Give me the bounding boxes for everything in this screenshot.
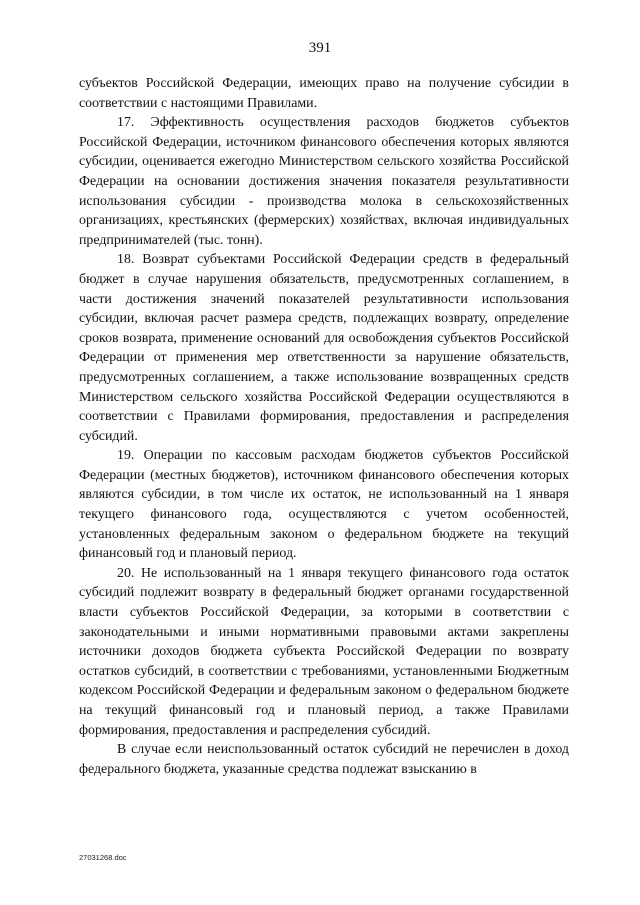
paragraph-20: 20. Не использованный на 1 января текущего финансового года остаток субсидий подлежит возврату в федеральный бюджет органами государственной власти субъектов Российской Федерации, за которыми в соответствии с законодательными и иными нормативными правовыми актами закреплены источники доходов бюджета субъекта Российской Федерации по возврату остатков субсидий, в соответствии с требованиями, установленными Бюджетным кодексом Российской Федерации и федеральным законом о федеральном бюджете на текущий финансовый год и плановый период, а также Правилами формирования, предоставления и распределения субсидий. xyxy=(79,565,569,738)
document-body xyxy=(79,74,569,779)
paragraph-17: 17. Эффективность осуществления расходов бюджетов субъектов Российской Федерации, источником финансового обеспечения которых являются субсидии, оценивается ежегодно Министерством сельского хозяйства Российской Федерации на основании достижения значения показателя результативности использования субсидии - производства молока в сельскохозяйственных организациях, крестьянских (фермерских) хозяйствах, включая индивидуальных предпринимателей (тыс. тонн). xyxy=(79,115,569,248)
paragraph-20-continued: В случае если неиспользованный остаток субсидий не перечислен в доход федерального бюджета, указанные средства подлежат взысканию в xyxy=(79,742,569,777)
paragraph-19: 19. Операции по кассовым расходам бюджетов субъектов Российской Федерации (местных бюджетов), источником финансового обеспечения которых являются субсидии, в том числе их остаток, не использованный на 1 января текущего финансового года, осуществляются с учетом особенностей, установленных федеральным законом о федеральном бюджете на текущий финансовый год и плановый период. xyxy=(79,448,569,562)
paragraph-continuation: субъектов Российской Федерации, имеющих право на получение субсидии в соответствии с настоящими Правилами. xyxy=(79,76,569,111)
paragraph-18: 18. Возврат субъектами Российской Федерации средств в федеральный бюджет в случае нарушения обязательств, предусмотренных соглашением, в части достижения значений показателей результативности использования субсидии, включая расчет размера средств, подлежащих возврату, определение сроков возврата, применение оснований для освобождения субъектов Российской Федерации от применения мер ответственности за нарушение обязательств, предусмотренных соглашением, а также использование возвращенных средств Министерством сельского хозяйства Российской Федерации осуществляются в соответствии с Правилами формирования, предоставления и распределения субсидий. xyxy=(79,252,569,444)
document-file-id: 27031268.doc xyxy=(79,853,127,862)
page-number: 391 xyxy=(308,40,332,56)
